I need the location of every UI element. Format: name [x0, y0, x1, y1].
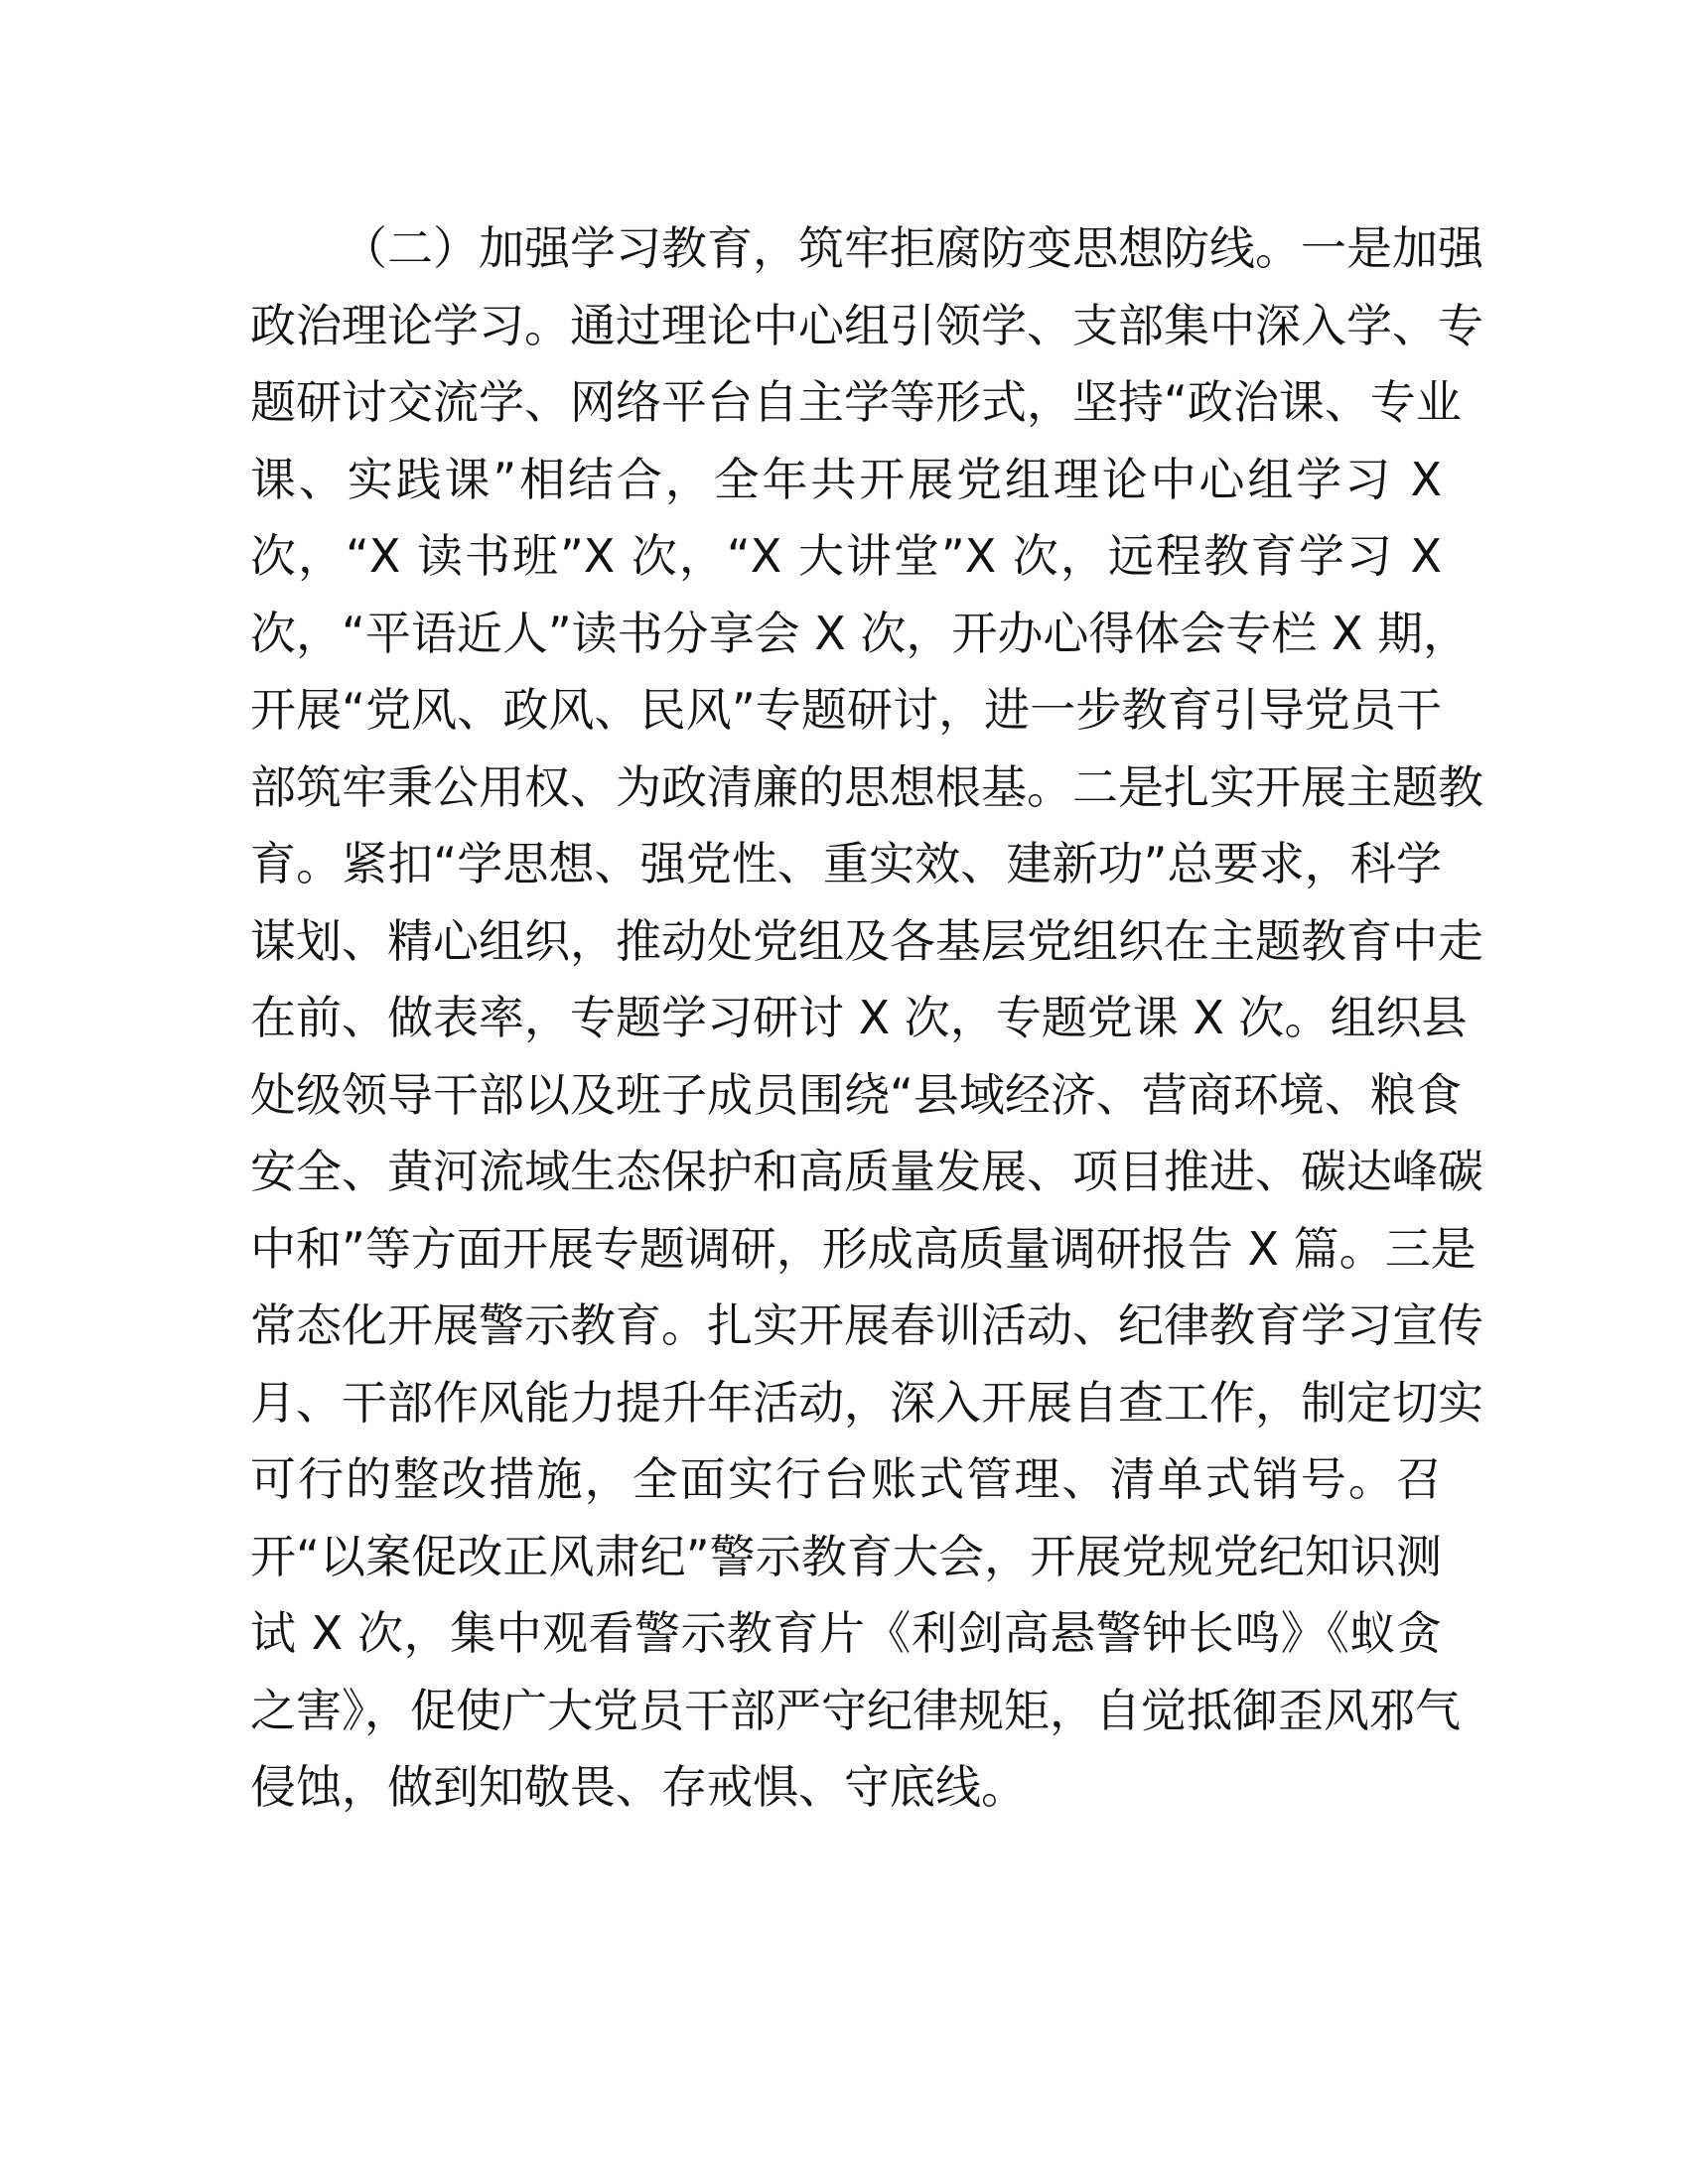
- paragraph-line: 在前、做表率，专题学习研讨 X 次，专题党课 X 次。组织县: [250, 991, 1468, 1044]
- paragraph-line: 中和”等方面开展专题调研，形成高质量调研报告 X 篇。三是: [250, 1221, 1477, 1276]
- paragraph-line: 侵蚀，做到知敬畏、存戒惧、守底线。: [250, 1760, 1027, 1814]
- paragraph-line: 处级领导干部以及班子成员围绕“县域经济、营商环境、粮食: [250, 1067, 1462, 1122]
- body-paragraph: [250, 210, 1483, 1827]
- paragraph-line: 部筑牢秉公用权、为政清廉的思想根基。二是扎实开展主题教: [250, 759, 1483, 814]
- paragraph-line: （二）加强学习教育，筑牢拒腐防变思想防线。一是加强: [342, 221, 1483, 275]
- paragraph-line: 开“以案促改正风肃纪”警示教育大会，开展党规党纪知识测: [250, 1529, 1442, 1583]
- paragraph-line: 题研讨交流学、网络平台自主学等形式，坚持“政治课、专业: [250, 375, 1462, 429]
- paragraph-line: 月、干部作风能力提升年活动，深入开展自查工作，制定切实: [250, 1375, 1483, 1430]
- paragraph-line: 谋划、精心组织，推动处党组及各基层党组织在主题教育中走: [250, 913, 1483, 968]
- paragraph-line: 可行的整改措施，全面实行台账式管理、清单式销号。召: [250, 1452, 1442, 1506]
- paragraph-line: 常态化开展警示教育。扎实开展春训活动、纪律教育学习宣传: [250, 1298, 1483, 1352]
- paragraph-line: 安全、黄河流域生态保护和高质量发展、项目推进、碳达峰碳: [250, 1145, 1483, 1198]
- paragraph-line: 政治理论学习。通过理论中心组引领学、支部集中深入学、专: [250, 298, 1483, 352]
- paragraph-line: 次，“X 读书班”X 次，“X 大讲堂”X 次，远程教育学习 X: [250, 529, 1442, 583]
- paragraph-line: 次，“平语近人”读书分享会 X 次，开办心得体会专栏 X 期，: [250, 606, 1470, 660]
- paragraph-line: 课、实践课”相结合，全年共开展党组理论中心组学习 X: [250, 452, 1442, 506]
- paragraph-line: 开展“党风、政风、民风”专题研讨，进一步教育引导党员干: [250, 683, 1442, 737]
- paragraph-line: 育。紧扣“学思想、强党性、重实效、建新功”总要求，科学: [250, 837, 1442, 890]
- paragraph-line: 之害》，促使广大党员干部严守纪律规矩，自觉抵御歪风邪气: [250, 1683, 1461, 1737]
- paragraph-line: 试 X 次，集中观看警示教育片《利剑高悬警钟长鸣》《蚁贪: [250, 1606, 1442, 1660]
